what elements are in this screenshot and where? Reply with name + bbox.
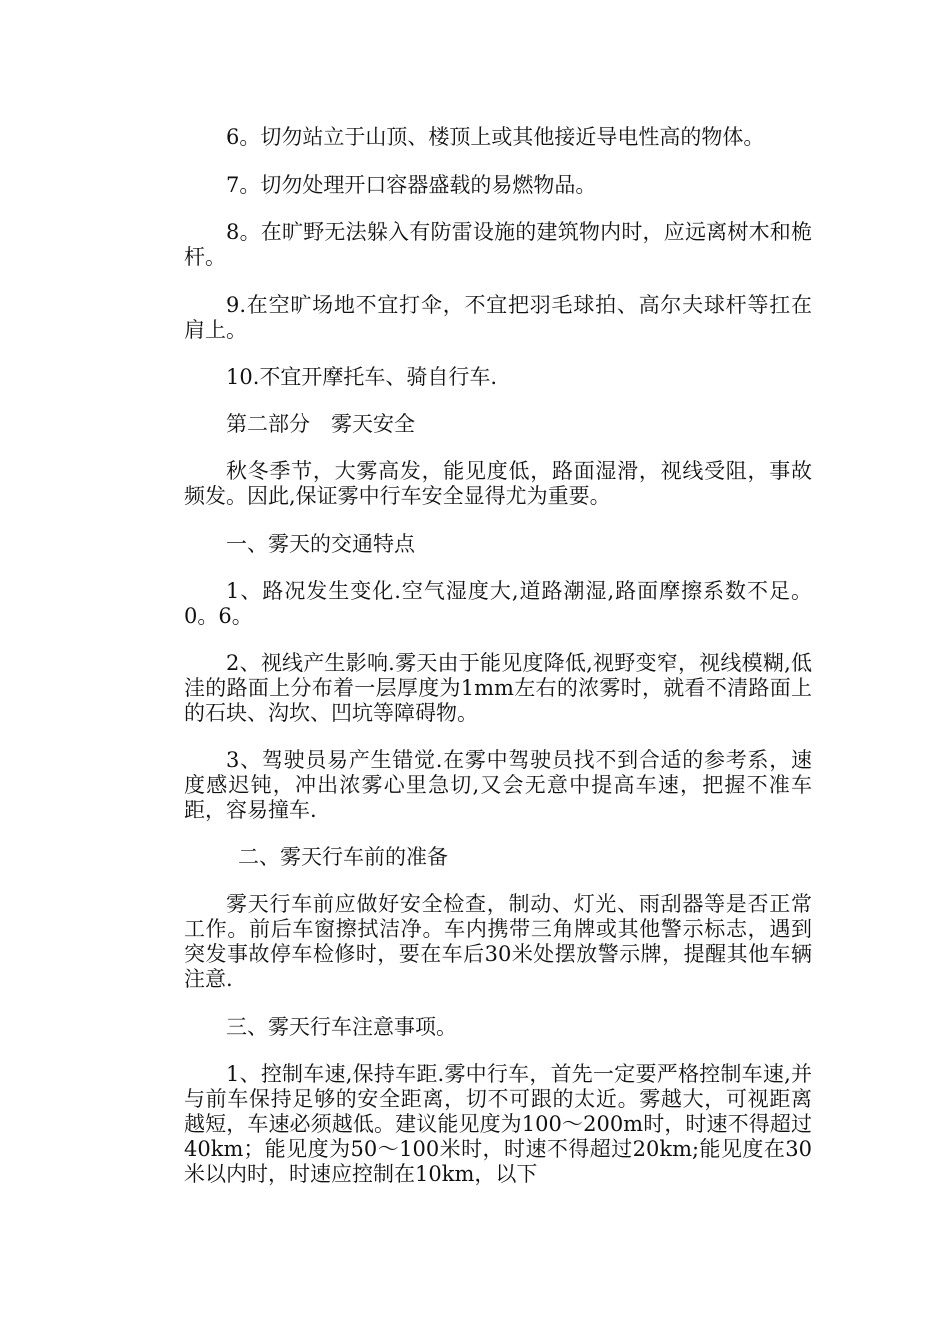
paragraph-item-8: 8。在旷野无法躲入有防雷设施的建筑物内时，应远离树木和桅杆。 bbox=[184, 220, 812, 269]
paragraph-preparation: 雾天行车前应做好安全检查，制动、灯光、雨刮器等是否正常工作。前后车窗擦拭洁净。车内携带三角牌或其他警示标志，遇到突发事故停车检修时，要在车后30米处摆放警示牌，提醒其他车辆注意. bbox=[184, 892, 812, 991]
paragraph-driver-illusion: 3、驾驶员易产生错觉.在雾中驾驶员找不到合适的参考系，速度感迟钝，冲出浓雾心里急切,又会无意中提高车速，把握不准车距，容易撞车. bbox=[184, 748, 812, 822]
paragraph-item-9: 9.在空旷场地不宜打伞，不宜把羽毛球拍、高尔夫球杆等扛在肩上。 bbox=[184, 293, 812, 342]
paragraph-visibility: 2、视线产生影响.雾天由于能见度降低,视野变窄，视线模糊,低洼的路面上分布着一层厚度为1mm左右的浓雾时，就看不清路面上的石块、沟坎、凹坑等障碍物。 bbox=[184, 651, 812, 725]
subsection-heading-2: 二、雾天行车前的准备 bbox=[238, 845, 448, 869]
paragraph-item-7: 7。切勿处理开口容器盛载的易燃物品。 bbox=[226, 173, 597, 197]
subsection-heading-3: 三、雾天行车注意事项。 bbox=[226, 1015, 457, 1039]
paragraph-item-10: 10.不宜开摩托车、骑自行车. bbox=[226, 365, 498, 389]
subsection-heading-1: 一、雾天的交通特点 bbox=[226, 532, 415, 556]
paragraph-speed-control: 1、控制车速,保持车距.雾中行车，首先一定要严格控制车速,并与前车保持足够的安全距离，切不可跟的太近。雾越大，可视距离越短，车速必须越低。建议能见度为100～200m时，时速不得超过40km；能见度为50～100米时，时速不得超过20km;能见度在30米以内时，时速应控制在10km，以下 bbox=[184, 1062, 812, 1186]
section-title: 第二部分 雾天安全 bbox=[226, 412, 415, 436]
paragraph-road-conditions: 1、路况发生变化.空气湿度大,道路潮湿,路面摩擦系数不足。0。6。 bbox=[184, 579, 812, 628]
paragraph-item-6: 6。切勿站立于山顶、楼顶上或其他接近导电性高的物体。 bbox=[226, 125, 765, 149]
intro-paragraph: 秋冬季节，大雾高发，能见度低，路面湿滑，视线受阻，事故频发。因此,保证雾中行车安全显得尤为重要。 bbox=[184, 459, 812, 508]
